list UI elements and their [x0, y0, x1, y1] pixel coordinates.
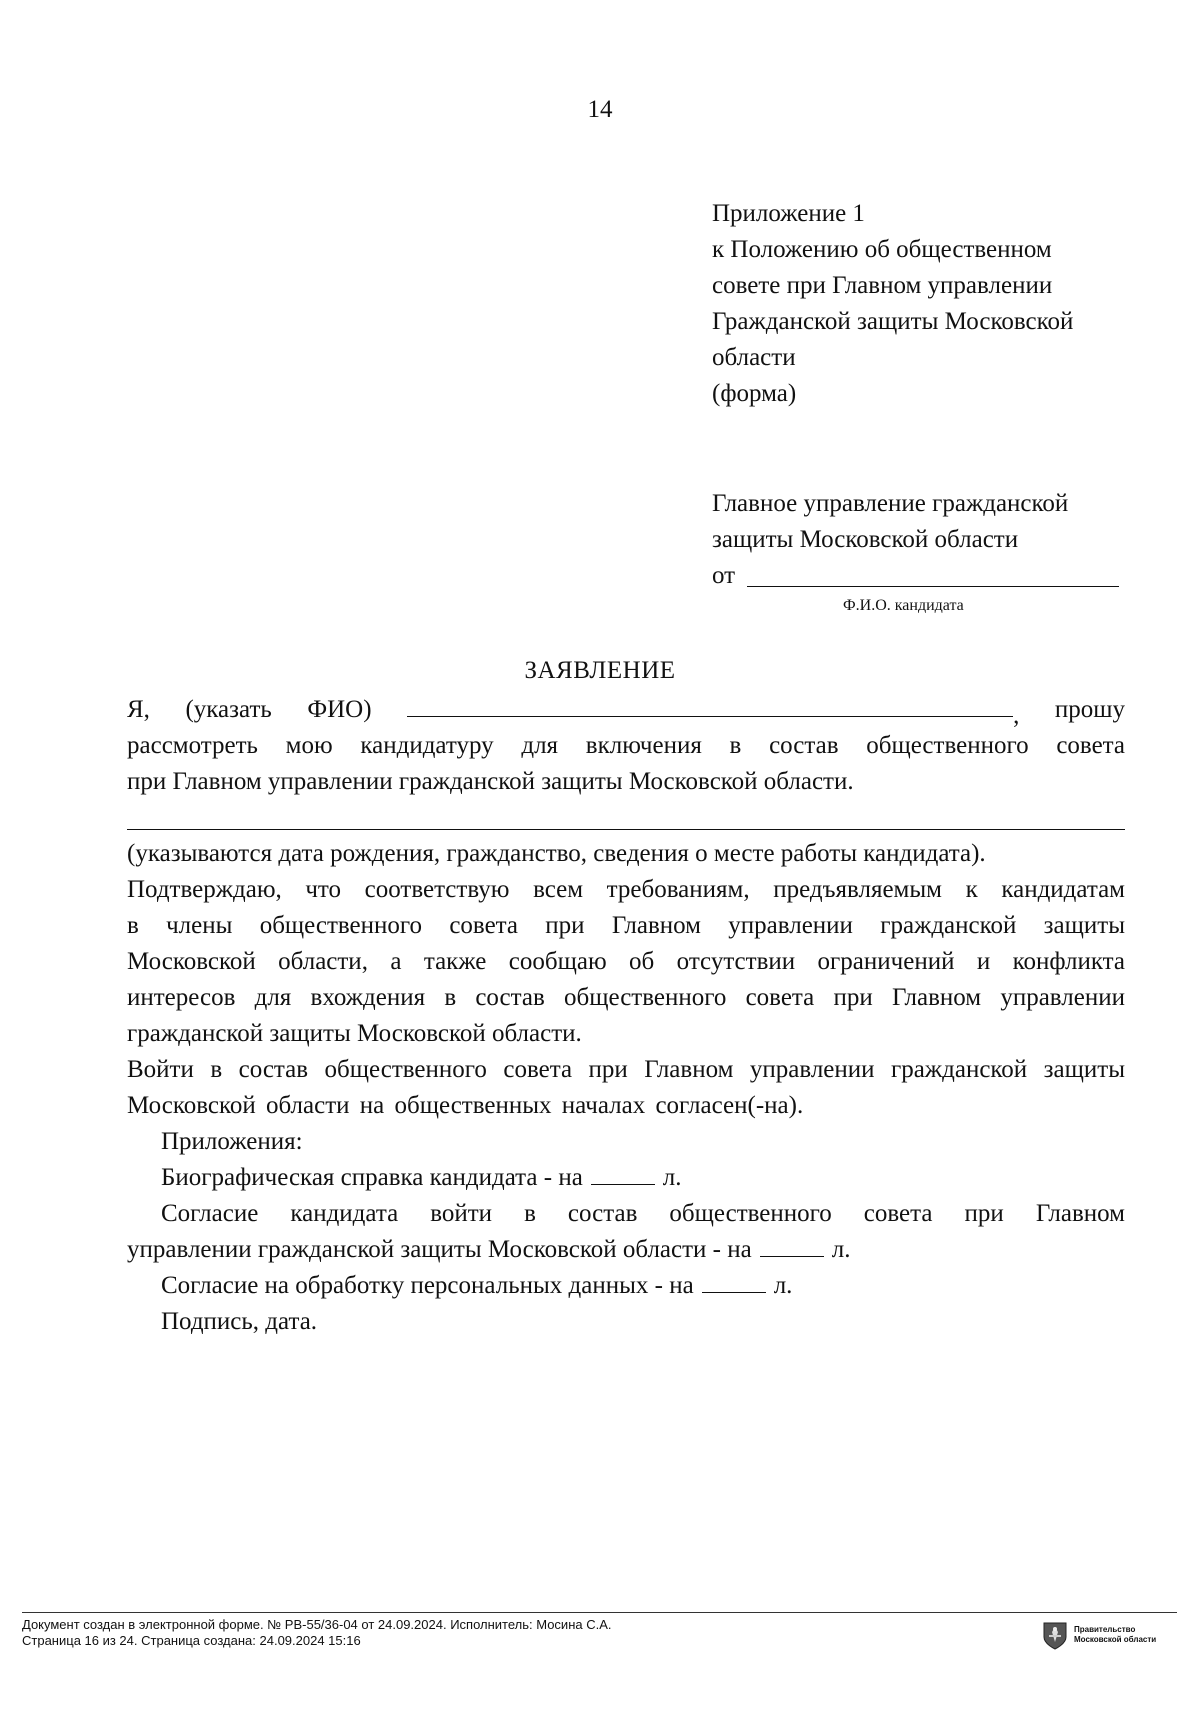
attachment-text: управлении гражданской защиты Московской области - на — [127, 1236, 752, 1263]
sheet-count-blank[interactable] — [760, 1234, 824, 1257]
appendix-line: к Положению об общественном — [712, 236, 1052, 263]
body-line: гражданской защиты Московской области. — [127, 1020, 582, 1047]
coat-of-arms-icon — [1042, 1620, 1068, 1650]
appendix-header — [712, 196, 1073, 412]
page-number: 14 — [587, 96, 613, 123]
footer-line: Страница 16 из 24. Страница создана: 24.09.2024 15:16 — [22, 1633, 361, 1648]
body-line: Московской области на общественных началах согласен(-на). — [127, 1092, 804, 1119]
sheets-unit: л. — [773, 1272, 793, 1299]
addressee-line: Главное управление гражданской — [712, 490, 1069, 517]
footer-info — [22, 1617, 612, 1649]
attachment-text: Согласие на обработку персональных данных - на — [161, 1272, 694, 1299]
attachment-personal-data — [127, 1268, 1125, 1304]
footer-line: Документ создан в электронной форме. № РВ-55/36-04 от 24.09.2024. Исполнитель: Мосина С.А. — [22, 1617, 612, 1632]
body-line: (указываются дата рождения, гражданство, сведения о месте работы кандидата). — [127, 840, 986, 867]
logo-caption — [1074, 1625, 1156, 1645]
sheet-count-blank[interactable] — [591, 1162, 655, 1185]
sheets-unit: л. — [662, 1164, 682, 1191]
sheet-count-blank[interactable] — [702, 1270, 766, 1293]
body-word: (указать — [185, 696, 272, 723]
appendix-line: совете при Главном управлении — [712, 272, 1053, 299]
body-word: прошу — [1054, 696, 1125, 723]
attachment-bio — [127, 1160, 1125, 1196]
logo-line: Правительство — [1074, 1625, 1136, 1634]
attachment-consent-line: Согласие кандидата войти в состав общественного совета при Главном — [161, 1200, 1125, 1227]
addressee-block — [712, 486, 1119, 594]
government-logo — [1042, 1620, 1156, 1650]
body-line: интересов для вхождения в состав общественного совета при Главном управлении — [127, 984, 1125, 1011]
body-word: Я, — [127, 696, 150, 723]
appendix-line: Приложение 1 — [712, 200, 865, 227]
attachment-consent — [127, 1232, 1125, 1268]
body-line: Подтверждаю, что соответствую всем требованиям, предъявляемым к кандидатам — [127, 876, 1125, 903]
request-line — [127, 692, 1125, 728]
footer-divider — [22, 1612, 1177, 1613]
body-word: ФИО) — [307, 696, 372, 723]
fio-input-group — [407, 692, 1019, 728]
signature-line: Подпись, дата. — [161, 1308, 318, 1335]
from-row — [712, 558, 1119, 594]
appendix-line: (форма) — [712, 380, 797, 407]
document-title: ЗАЯВЛЕНИЕ — [524, 657, 676, 684]
attachment-text: Биографическая справка кандидата - на — [161, 1164, 583, 1191]
addressee-line: защиты Московской области — [712, 526, 1019, 553]
attachments-label: Приложения: — [161, 1128, 303, 1155]
fio-caption: Ф.И.О. кандидата — [843, 597, 964, 614]
fio-blank[interactable] — [407, 692, 1013, 717]
sheets-unit: л. — [831, 1236, 851, 1263]
applicant-name-blank[interactable] — [747, 560, 1119, 587]
body-line: в члены общественного совета при Главном управлении гражданской защиты — [127, 912, 1125, 939]
appendix-line: области — [712, 344, 796, 371]
candidate-info-blank[interactable] — [127, 800, 1125, 836]
body-word: , — [1013, 702, 1020, 729]
logo-line: Московской области — [1074, 1635, 1157, 1644]
body-line: Войти в состав общественного совета при Главном управлении гражданской защиты — [127, 1056, 1125, 1083]
from-label: от — [712, 562, 736, 589]
body-line: рассмотреть мою кандидатуру для включения в состав общественного совета — [127, 732, 1125, 759]
body-line: Московской области, а также сообщаю об отсутствии ограничений и конфликта — [127, 948, 1125, 975]
body-line: при Главном управлении гражданской защиты Московской области. — [127, 768, 854, 795]
appendix-line: Гражданской защиты Московской — [712, 308, 1074, 335]
application-body — [127, 692, 1125, 1340]
